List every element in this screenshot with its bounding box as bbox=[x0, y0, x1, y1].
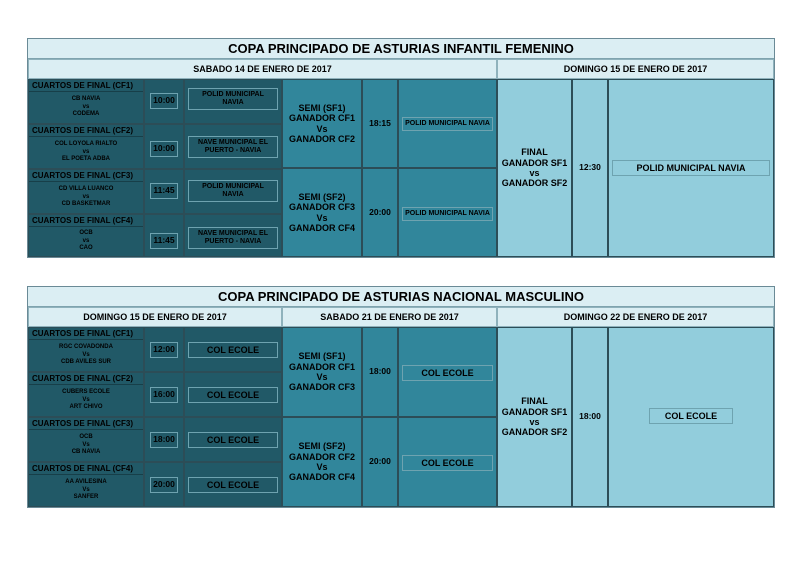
match-time: 20:00 bbox=[150, 477, 178, 493]
vs-label: Vs bbox=[316, 372, 328, 382]
semi-team: GANADOR CF4 bbox=[288, 222, 355, 233]
semi-final-block bbox=[282, 327, 362, 417]
final-time-cell bbox=[572, 327, 608, 507]
venue-line: NAVE MUNICIPAL EL bbox=[197, 229, 268, 237]
team-name: EL POETA ADBA bbox=[61, 156, 110, 163]
match-venue: POLID MUNICIPAL NAVIA bbox=[402, 207, 493, 221]
semi-label: SEMI (SF1) bbox=[298, 351, 346, 362]
match-time: 18:00 bbox=[150, 432, 178, 448]
femenino-day1-header: SABADO 14 DE ENERO DE 2017 bbox=[28, 59, 497, 79]
match-time: 10:00 bbox=[150, 141, 178, 157]
team-name: CUBERS ECOLE bbox=[62, 389, 110, 396]
quarter-final-block bbox=[28, 124, 144, 169]
match-time: 18:15 bbox=[369, 117, 391, 128]
match-time-cell bbox=[144, 327, 184, 372]
semi-label: SEMI (SF2) bbox=[298, 191, 346, 202]
match-time: 18:00 bbox=[579, 411, 601, 422]
match-venue: COL ECOLE bbox=[402, 365, 493, 381]
vs-label: Vs bbox=[316, 123, 328, 134]
team-name: CB NAVIA bbox=[71, 96, 101, 103]
vs-label: vs bbox=[82, 193, 90, 200]
semi-time-cell bbox=[362, 327, 398, 417]
quarter-final-block bbox=[28, 327, 144, 372]
team-name: CB NAVIA bbox=[71, 449, 101, 456]
match-venue-cell bbox=[184, 79, 282, 124]
vs-label: Vs bbox=[82, 396, 90, 403]
masculino-title: COPA PRINCIPADO DE ASTURIAS NACIONAL MASCULINO bbox=[28, 287, 774, 307]
semi-venue-cell bbox=[398, 327, 497, 417]
semi-time-cell bbox=[362, 417, 398, 507]
team-name: CDB AVILES SUR bbox=[60, 359, 111, 366]
quarter-final-block bbox=[28, 169, 144, 214]
match-venue bbox=[188, 227, 278, 249]
final-block bbox=[497, 79, 572, 257]
match-time: 20:00 bbox=[369, 206, 391, 217]
semi-final-block bbox=[282, 79, 362, 168]
match-venue: COL ECOLE bbox=[188, 477, 278, 493]
match-venue: COL ECOLE bbox=[649, 408, 733, 424]
match-time-cell bbox=[144, 372, 184, 417]
team-name: CD VILLA LUANCO bbox=[58, 186, 114, 193]
match-time-cell bbox=[144, 462, 184, 507]
match-time: 11:45 bbox=[150, 233, 178, 249]
match-venue: COL ECOLE bbox=[402, 455, 493, 471]
match-time-cell bbox=[144, 214, 184, 257]
vs-label: vs bbox=[529, 417, 540, 427]
final-venue-cell bbox=[608, 327, 774, 507]
venue-line: PUERTO - NAVIA bbox=[204, 147, 262, 154]
final-team: GANADOR SF1 bbox=[501, 406, 568, 417]
team-name: OCB bbox=[79, 230, 93, 237]
match-venue-cell bbox=[184, 327, 282, 372]
semi-label: SEMI (SF1) bbox=[298, 102, 346, 113]
vs-label: Vs bbox=[82, 486, 90, 493]
final-team: GANADOR SF2 bbox=[501, 427, 568, 438]
match-time: 11:45 bbox=[150, 183, 178, 199]
match-time: 20:00 bbox=[369, 456, 391, 467]
semi-team: GANADOR CF1 bbox=[288, 113, 355, 124]
team-name: CD BASKETMAR bbox=[61, 201, 111, 208]
match-venue-cell bbox=[184, 169, 282, 214]
vs-label: vs bbox=[529, 168, 540, 178]
match-time: 18:00 bbox=[369, 366, 391, 377]
vs-label: vs bbox=[82, 103, 90, 110]
match-time-cell bbox=[144, 169, 184, 214]
quarter-final-label: CUARTOS DE FINAL (CF4) bbox=[29, 463, 143, 475]
masculino-day2-header: SABADO 21 DE ENERO DE 2017 bbox=[282, 307, 497, 327]
semi-final-block bbox=[282, 417, 362, 507]
team-name: COL LOYOLA RIALTO bbox=[54, 141, 118, 148]
vs-label: Vs bbox=[316, 212, 328, 223]
venue-line: PUERTO - NAVIA bbox=[204, 238, 262, 245]
match-venue-cell bbox=[184, 124, 282, 169]
team-name: OCB bbox=[79, 434, 93, 441]
match-time: 12:00 bbox=[150, 342, 178, 358]
semi-team: GANADOR CF4 bbox=[288, 472, 355, 483]
masculino-schedule-table bbox=[27, 286, 775, 508]
venue-line: NAVIA bbox=[222, 191, 244, 198]
match-venue: COL ECOLE bbox=[188, 342, 278, 358]
match-venue-cell bbox=[184, 372, 282, 417]
semi-venue-cell bbox=[398, 417, 497, 507]
match-venue: POLID MUNICIPAL NAVIA bbox=[402, 117, 493, 131]
semi-time-cell bbox=[362, 79, 398, 168]
match-time-cell bbox=[144, 124, 184, 169]
femenino-day2-header: DOMINGO 15 DE ENERO DE 2017 bbox=[497, 59, 774, 79]
match-venue bbox=[188, 180, 278, 202]
masculino-day3-header: DOMINGO 22 DE ENERO DE 2017 bbox=[497, 307, 774, 327]
quarter-final-block bbox=[28, 462, 144, 507]
semi-team: GANADOR CF2 bbox=[288, 451, 355, 462]
semi-final-block bbox=[282, 168, 362, 257]
semi-venue-cell bbox=[398, 79, 497, 168]
semi-team: GANADOR CF3 bbox=[288, 382, 355, 393]
vs-label: vs bbox=[82, 148, 90, 155]
semi-time-cell bbox=[362, 168, 398, 257]
femenino-title: COPA PRINCIPADO DE ASTURIAS INFANTIL FEMENINO bbox=[28, 39, 774, 59]
semi-team: GANADOR CF2 bbox=[288, 133, 355, 144]
match-venue-cell bbox=[184, 417, 282, 462]
match-time: 16:00 bbox=[150, 387, 178, 403]
match-time: 12:30 bbox=[579, 162, 601, 173]
femenino-schedule-table bbox=[27, 38, 775, 258]
quarter-final-label: CUARTOS DE FINAL (CF3) bbox=[29, 418, 143, 430]
final-label: FINAL bbox=[521, 396, 548, 407]
match-venue: COL ECOLE bbox=[188, 432, 278, 448]
team-name: ART CHIVO bbox=[69, 404, 103, 411]
team-name: CODEMA bbox=[72, 111, 100, 118]
team-name: AA AVILESINA bbox=[65, 479, 107, 486]
match-venue bbox=[188, 88, 278, 110]
quarter-final-label: CUARTOS DE FINAL (CF2) bbox=[29, 373, 143, 385]
quarter-final-label: CUARTOS DE FINAL (CF1) bbox=[29, 328, 143, 340]
quarter-final-block bbox=[28, 79, 144, 124]
final-label: FINAL bbox=[521, 147, 548, 158]
final-team: GANADOR SF2 bbox=[501, 178, 568, 189]
vs-label: vs bbox=[82, 237, 90, 244]
match-venue: COL ECOLE bbox=[188, 387, 278, 403]
vs-label: Vs bbox=[316, 462, 328, 472]
semi-label: SEMI (SF2) bbox=[298, 441, 346, 452]
venue-line: NAVIA bbox=[222, 99, 244, 106]
match-venue-cell bbox=[184, 462, 282, 507]
match-venue-cell bbox=[184, 214, 282, 257]
quarter-final-label: CUARTOS DE FINAL (CF2) bbox=[29, 125, 143, 137]
match-time: 10:00 bbox=[150, 93, 178, 109]
match-time-cell bbox=[144, 79, 184, 124]
final-block bbox=[497, 327, 572, 507]
match-venue: POLID MUNICIPAL NAVIA bbox=[612, 160, 770, 176]
vs-label: Vs bbox=[82, 351, 90, 358]
match-venue bbox=[188, 136, 278, 158]
semi-venue-cell bbox=[398, 168, 497, 257]
semi-team: GANADOR CF3 bbox=[288, 202, 355, 213]
venue-line: POLID MUNICIPAL bbox=[202, 90, 264, 98]
venue-line: NAVE MUNICIPAL EL bbox=[197, 138, 268, 146]
vs-label: Vs bbox=[82, 441, 90, 448]
quarter-final-block bbox=[28, 417, 144, 462]
quarter-final-label: CUARTOS DE FINAL (CF3) bbox=[29, 170, 143, 182]
team-name: RGC COVADONDA bbox=[59, 344, 113, 351]
final-team: GANADOR SF1 bbox=[501, 157, 568, 168]
team-name: SANFER bbox=[73, 494, 99, 501]
match-time-cell bbox=[144, 417, 184, 462]
quarter-final-block bbox=[28, 372, 144, 417]
quarter-final-block bbox=[28, 214, 144, 257]
final-venue-cell bbox=[608, 79, 774, 257]
final-time-cell bbox=[572, 79, 608, 257]
quarter-final-label: CUARTOS DE FINAL (CF4) bbox=[29, 215, 143, 227]
masculino-day1-header: DOMINGO 15 DE ENERO DE 2017 bbox=[28, 307, 282, 327]
team-name: CAO bbox=[79, 245, 93, 252]
venue-line: POLID MUNICIPAL bbox=[202, 182, 264, 190]
semi-team: GANADOR CF1 bbox=[288, 361, 355, 372]
quarter-final-label: CUARTOS DE FINAL (CF1) bbox=[29, 80, 143, 92]
